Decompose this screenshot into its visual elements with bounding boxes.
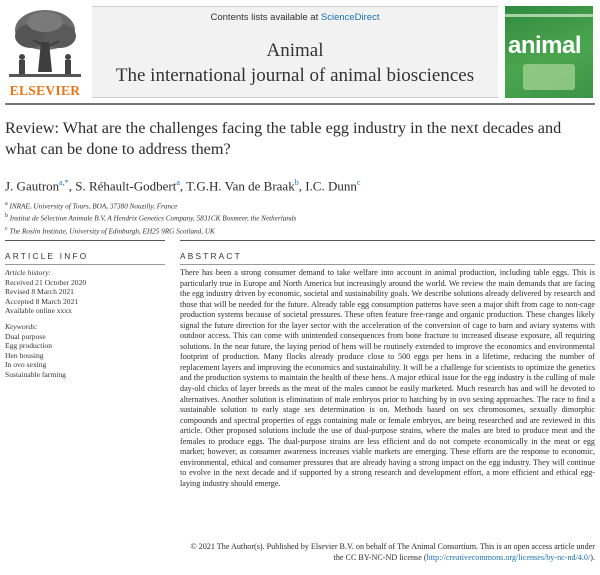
journal-name: Animal xyxy=(266,40,324,61)
author-affiliation-marker[interactable]: a xyxy=(176,178,180,187)
author-name[interactable]: S. Réhault-Godbert xyxy=(75,178,177,194)
author-name[interactable]: J. Gautron xyxy=(5,178,60,194)
license-link[interactable]: http://creativecommons.org/licenses/by-nc-nd/4.0/ xyxy=(426,553,591,562)
author-affiliation-marker[interactable]: a,* xyxy=(59,178,69,187)
article-info-panel xyxy=(5,268,170,380)
article-title: Review: What are the challenges facing the table egg industry in the next decades and what can be done to address them? xyxy=(5,119,562,158)
section-divider xyxy=(180,264,595,265)
copyright-notice xyxy=(180,541,595,563)
author-name[interactable]: I.C. Dunn xyxy=(305,178,357,194)
affiliation-item: $^b$ Institut de Sélection Animale B.V, A Hendrix Genetics Company, 5831CK Boxmeer, the Netherlands xyxy=(5,213,297,223)
elsevier-logo[interactable] xyxy=(5,6,85,98)
journal-subtitle: The international journal of animal biosciences xyxy=(115,65,475,86)
contents-prefix: Contents lists available at xyxy=(210,12,321,23)
affiliation-item: $^c$ The Roslin Institute, University of Edinburgh, EH25 9RG Scotland, UK xyxy=(5,225,215,236)
abstract-text: There has been a strong consumer demand to take welfare into account in animal production, including table eggs. This is particularly true in Europe and North America but increasingly around the world. We review the main demands that are facing the egg industry driven by economic, societal and sustainability goals. We describe solutions already delivered by research and those that will be needed for the future. Already table egg consumption patterns have seen a major shift from cage to non-cage production systems because of societal pressures. These often feature free-range and organic production. These changes likely signal the future direction for the layer sector with the acceleration of the conversion of cage to barn and aviary systems with outdoor access. This can come with unintended consequences from bone fracture to increased disease exposure, all requiring solutions. In the near future, the laying period of hens will be routinely extended to improve the economics and environmental footprint of production. Many flocks already produce close to 500 eggs per hens in a lifetime, reducing the number of replacement layers and improving the economics and sustainability. It will be a challenge for scientists to optimize the genetics and the production systems to maintain the health of these hens. A major ethical issue for the egg industry is the culling of male day-old chicks of layer breeds as the meat of the males cannot be easily marketed. Much research has and will be devoted to alternatives. Another solution is elimination of male embryos prior to hatching by in ovo sexing approaches. The race to find a sustainable solution to early stage sex determination is on. Methods based on sex chromosomes, sexually dimorphic compounds and spectral properties of eggs containing male or female embryos, are being researched and are reviewed in this article. Other proposed solutions include the use of dual-purpose strains, where the males are bred to produce meat and the females to produce eggs. The dual-purpose strains are less efficient and do not compete economically in the meat or egg market; however, as consumer awareness increases viable markets are emerging. These efforts are the response to economic, environmental, ethical and consumer pressures that are already having a strong impact on the egg industry. They will continue to evolve in the next decade and if supported by a strong research and development effort, a more efficient and ethical egg-laying industry should emerge. xyxy=(180,268,595,488)
author-affiliation-marker[interactable]: c xyxy=(356,178,361,187)
keyword-item[interactable]: Dual purpose xyxy=(5,331,46,341)
journal-header xyxy=(0,0,600,105)
author-list: J. Gautron$^{a,*}$, S. Réhault-Godbert$^a$, T.G.H. Van de Braak$^b$, I.C. Dunn$^c$ xyxy=(5,178,361,194)
affiliation-list xyxy=(5,199,590,236)
keyword-item[interactable]: In ovo sexing xyxy=(5,360,47,370)
keywords-label: Keywords: xyxy=(5,321,38,331)
history-item: Available online xxxx xyxy=(5,306,72,316)
history-item: Revised 8 March 2021 xyxy=(5,287,74,297)
section-divider xyxy=(180,240,595,241)
sciencedirect-link[interactable]: ScienceDirect xyxy=(320,12,380,23)
keyword-item[interactable]: Egg production xyxy=(5,341,53,351)
cover-wordmark: animal xyxy=(508,32,582,59)
elsevier-wordmark: ELSEVIER xyxy=(9,83,81,98)
copyright-text: © 2021 The Author(s). Published by Elsevier B.V. on behalf of The Animal Consortium. This is an open access article under the CC BY-NC-ND license ( xyxy=(190,542,595,562)
elsevier-tree-icon xyxy=(5,6,85,84)
history-label: Article history: xyxy=(5,268,52,277)
history-item: Received 21 October 2020 xyxy=(5,277,87,287)
journal-cover-thumbnail[interactable] xyxy=(505,6,593,98)
author-affiliation-marker[interactable]: b xyxy=(294,178,299,187)
abstract-heading: ABSTRACT xyxy=(180,251,242,261)
cover-strip xyxy=(505,14,593,17)
journal-banner xyxy=(92,6,498,98)
section-divider xyxy=(5,264,165,265)
keyword-item[interactable]: Sustainable farming xyxy=(5,369,66,379)
section-divider xyxy=(5,240,165,241)
history-item: Accepted 8 March 2021 xyxy=(5,296,79,306)
cover-image xyxy=(523,64,575,90)
keyword-item[interactable]: Hen housing xyxy=(5,350,44,360)
copyright-end: ). xyxy=(590,553,595,562)
affiliation-item: $^a$ INRAE, University of Tours, BOA, 37380 Nouzilly, France xyxy=(5,201,178,211)
header-divider xyxy=(5,103,595,105)
contents-availability-line xyxy=(92,12,498,23)
author-name[interactable]: T.G.H. Van de Braak xyxy=(186,178,295,194)
article-info-heading: ARTICLE INFO xyxy=(5,251,89,261)
